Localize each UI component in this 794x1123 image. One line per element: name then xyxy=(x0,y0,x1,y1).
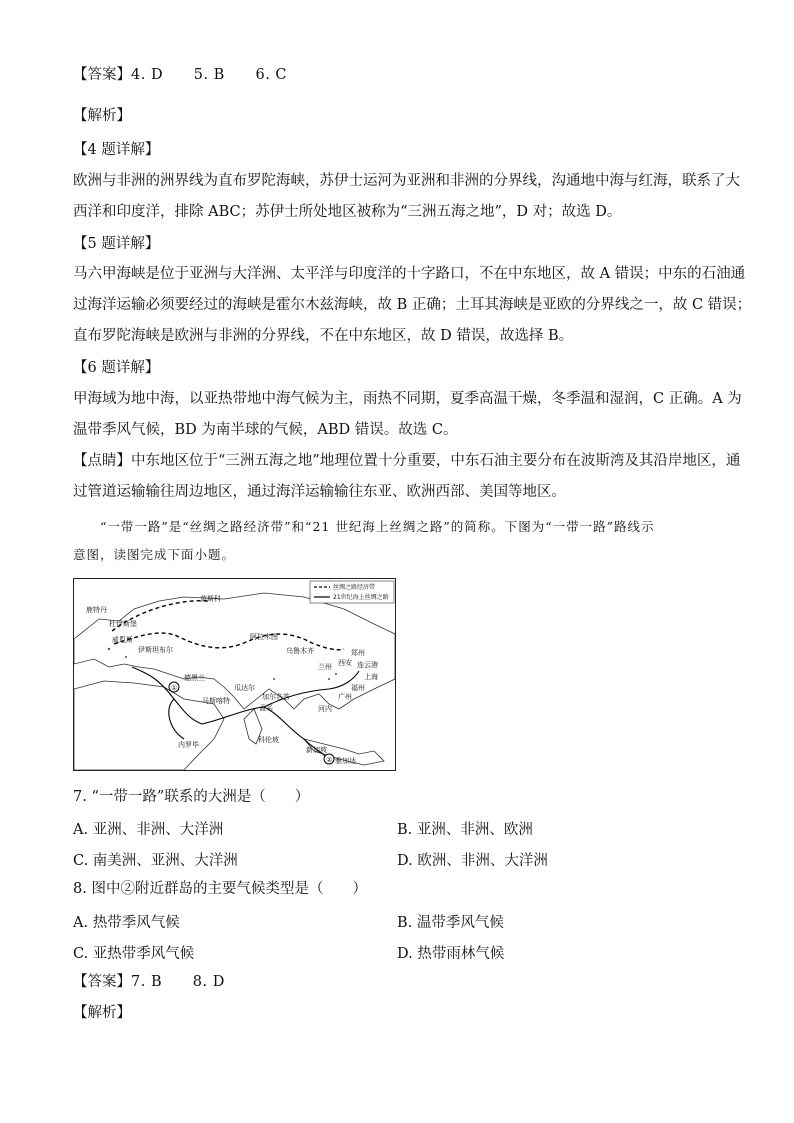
q7-option-d: D. 欧洲、非洲、大洋洲 xyxy=(397,853,548,869)
q6-heading: 【6 题详解】 xyxy=(73,360,160,376)
intro-line-1: “一带一路”是“丝绸之路经济带”和“21 世纪海上丝绸之路”的简称。下图为“一带一路”路线示 xyxy=(100,519,655,534)
q4-line-2: 西洋和印度洋，排除 ABC；苏伊士所处地区被称为“三洲五海之地”，D 对；故选 D。 xyxy=(73,204,622,220)
belt-road-map xyxy=(73,578,396,771)
place-mumbai: 孟买 xyxy=(259,704,273,712)
answer-tag-2: 【答案】 xyxy=(73,974,131,990)
place-tehran: 德黑兰 xyxy=(184,674,205,682)
place-singapore: 新加坡 xyxy=(306,746,327,754)
place-lianyungang: 连云港 xyxy=(357,661,378,669)
marker-1-label: ① xyxy=(171,684,178,692)
legend-maritime: 21世纪海上丝绸之路 xyxy=(333,594,389,601)
q4-line-1: 欧洲与非洲的洲界线为直布罗陀海峡，苏伊士运河为亚洲和非洲的分界线，沟通地中海与红海，联系了大 xyxy=(73,173,740,189)
answer-values-2: 7. B 8. D xyxy=(131,974,225,990)
q7-option-a: A. 亚洲、非洲、大洋洲 xyxy=(73,822,224,838)
place-jakarta: 雅加达 xyxy=(335,757,356,765)
place-colombo: 科伦坡 xyxy=(258,736,279,744)
intro-line-2: 意图，读图完成下面小题。 xyxy=(73,547,236,562)
place-gwadar: 瓜达尔 xyxy=(234,684,255,692)
place-almaty: 阿拉木图 xyxy=(250,633,278,641)
answer-line-1 xyxy=(73,66,287,84)
place-fuzhou: 福州 xyxy=(351,684,365,692)
q5-line-1: 马六甲海峡是位于亚洲与大洋洲、太平洋与印度洋的十字路口，不在中东地区，故 A 错误；中东的石油通 xyxy=(73,266,746,282)
place-hanoi: 河内 xyxy=(318,705,332,713)
q4-heading: 【4 题详解】 xyxy=(73,142,160,158)
place-duisburg: 杜伊斯堡 xyxy=(109,620,137,628)
q5-heading: 【5 题详解】 xyxy=(73,236,160,252)
place-rotterdam: 鹿特丹 xyxy=(86,606,107,614)
marker-2-label: ② xyxy=(326,756,333,764)
place-lanzhou: 兰州 xyxy=(318,663,332,671)
tip-line-1 xyxy=(73,452,740,470)
q8-option-b: B. 温带季风气候 xyxy=(397,915,504,931)
legend-belt: 丝绸之路经济带 xyxy=(333,584,376,591)
q5-line-3: 直布罗陀海峡是欧洲与非洲的分界线，不在中东地区，故 D 错误，故选择 B。 xyxy=(73,328,574,344)
tip-text-1: 中东地区位于“三洲五海之地”地理位置十分重要，中东石油主要分布在波斯湾及其沿岸地区，通 xyxy=(131,453,741,469)
q8-option-d: D. 热带雨林气候 xyxy=(397,946,505,962)
answer-line-2 xyxy=(73,973,225,991)
answer-values: 4. D 5. B 6. C xyxy=(131,67,288,83)
analysis-tag: 【解析】 xyxy=(73,108,131,124)
q8-option-a: A. 热带季风气候 xyxy=(73,915,180,931)
place-shanghai: 上海 xyxy=(364,673,378,681)
q8-option-c: C. 亚热带季风气候 xyxy=(73,946,195,962)
tip-tag: 【点睛】 xyxy=(73,453,131,469)
q6-line-1: 甲海域为地中海，以亚热带地中海气候为主，雨热不同期，夏季高温干燥，冬季温和湿润，C 正确。A 为 xyxy=(73,391,742,407)
tip-line-2: 过管道运输输往周边地区，通过海洋运输输往东亚、欧洲西部、美国等地区。 xyxy=(73,484,566,500)
q8-stem: 8. 图中②附近群岛的主要气候类型是（ ） xyxy=(73,881,367,897)
q5-line-2: 过海洋运输必须要经过的海峡是霍尔木兹海峡，故 B 正确；土耳其海峡是亚欧的分界线之一，故 C 错误； xyxy=(73,297,752,313)
place-moscow: 莫斯科 xyxy=(200,595,221,603)
map-svg xyxy=(74,579,395,770)
place-istanbul: 伊斯坦布尔 xyxy=(138,646,173,654)
place-urumqi: 乌鲁木齐 xyxy=(286,647,314,655)
answer-tag: 【答案】 xyxy=(73,67,131,83)
place-zhengzhou: 郑州 xyxy=(351,649,365,657)
q7-option-b: B. 亚洲、非洲、欧洲 xyxy=(397,822,533,838)
analysis-tag-2: 【解析】 xyxy=(73,1005,131,1021)
place-guangzhou: 广州 xyxy=(338,693,352,701)
q7-option-c: C. 南美洲、亚洲、大洋洲 xyxy=(73,853,238,869)
q7-stem: 7. “一带一路”联系的大洲是（ ） xyxy=(73,789,310,805)
place-xian: 西安 xyxy=(338,659,352,667)
place-nairobi: 内罗毕 xyxy=(178,741,199,749)
place-kolkata: 加尔各答 xyxy=(262,693,290,701)
q6-line-2: 温带季风气候，BD 为南半球的气候，ABD 错误。故选 C。 xyxy=(73,422,458,438)
map-legend xyxy=(310,581,394,603)
place-venice: 威尼斯 xyxy=(112,636,133,644)
place-muscat: 马斯喀特 xyxy=(202,697,230,705)
